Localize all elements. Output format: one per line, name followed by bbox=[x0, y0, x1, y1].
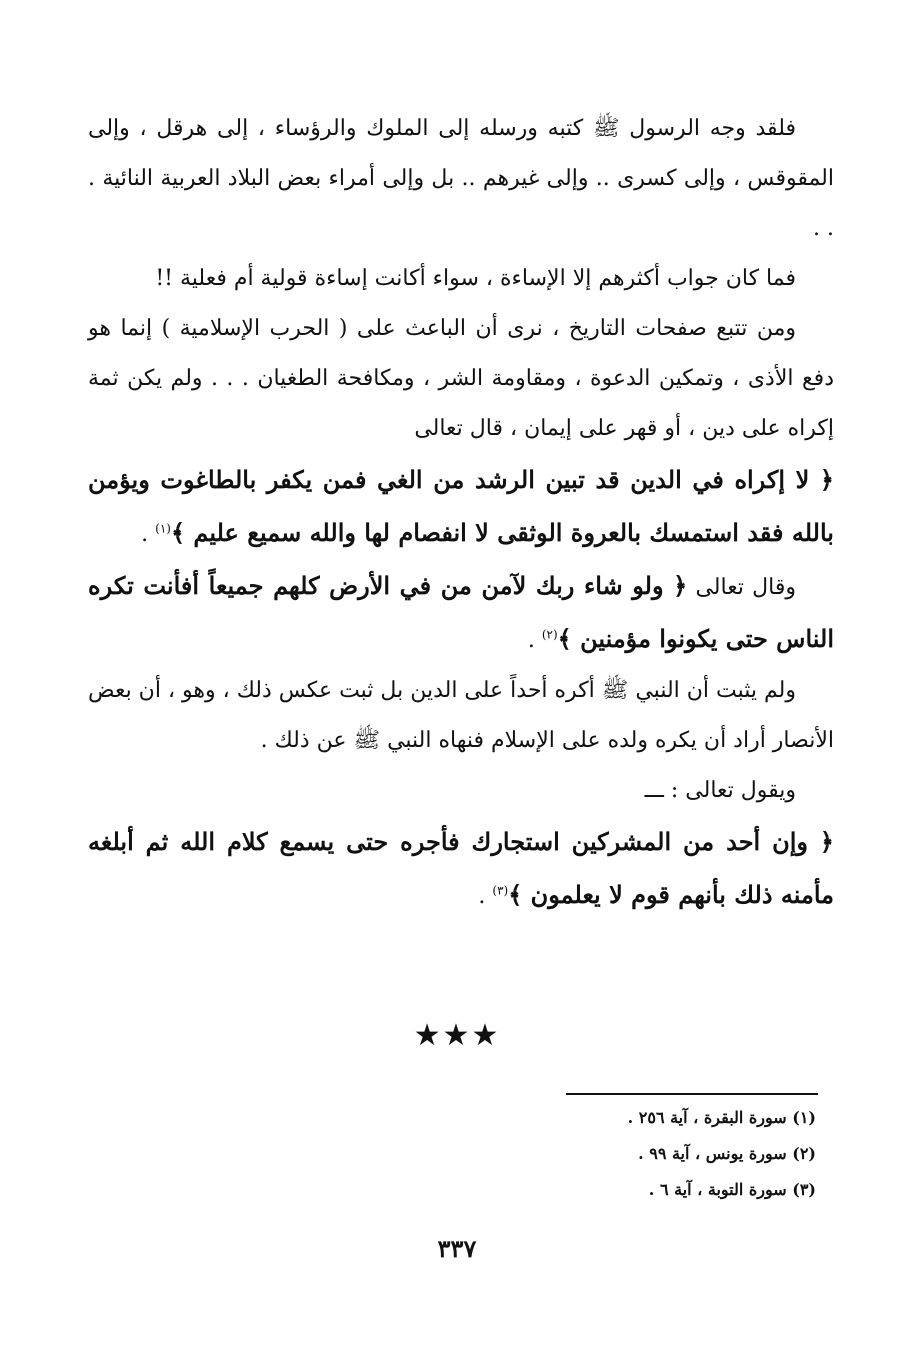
quran-verse-3: ﴿ وإن أحد من المشركين استجارك فأجره حتى يسمع كلام الله ثم أبلغه مأمنه ذلك بأنهم قوم لا يعلمون ﴾ bbox=[88, 827, 834, 909]
verse-end-3: . bbox=[478, 884, 493, 909]
footnote-ref-1: (١) bbox=[155, 521, 171, 536]
paragraph-prophet: ولم يثبت أن النبي ﷺ أكره أحداً على الدين بل ثبت عكس ذلك ، وهو ، أن بعض الأنصار أراد أن يكره ولده على الإسلام فنهاه النبي ﷺ عن ذلك . bbox=[88, 678, 834, 753]
verse-seek-protection bbox=[88, 816, 834, 922]
footnote-2: (٢) سورة يونس ، آية ٩٩ . bbox=[638, 1144, 816, 1163]
section-separator: ★★★ bbox=[413, 1018, 501, 1053]
main-text bbox=[88, 104, 834, 922]
page-number: ٣٣٧ bbox=[437, 1234, 477, 1263]
footnote-divider bbox=[566, 1093, 818, 1095]
quran-verse-1: ﴿ لا إكراه في الدين قد تبين الرشد من الغي فمن يكفر بالطاغوت ويؤمن بالله فقد استمسك بالعروة الوثقى لا انفصام لها والله سميع عليم ﴾ bbox=[88, 465, 834, 547]
verse-end-1: . bbox=[141, 522, 156, 547]
quran-verse-2: ﴿ ولو شاء ربك لآمن من في الأرض كلهم جميعاً أفأنت تكره الناس حتى يكونوا مؤمنين ﴾ bbox=[88, 571, 834, 653]
footnote-3: (٣) سورة التوبة ، آية ٦ . bbox=[648, 1180, 816, 1199]
verse-lead-2: وقال تعالى bbox=[687, 575, 796, 600]
paragraph-response: فما كان جواب أكثرهم إلا الإساءة ، سواء أكانت إساءة قولية أم فعلية !! bbox=[155, 266, 796, 291]
paragraph-history: ومن تتبع صفحات التاريخ ، نرى أن الباعث على ( الحرب الإسلامية ) إنما هو دفع الأذى ، وتمكين الدعوة ، ومقاومة الشر ، ومكافحة الطغيان . . . ولم يكن ثمة إكراه على دين ، أو قهر على إيمان ، قال تعالى bbox=[88, 316, 834, 441]
verse-if-lord-willed bbox=[88, 560, 834, 666]
footnote-ref-3: (٣) bbox=[492, 883, 509, 898]
footnotes bbox=[420, 1100, 816, 1208]
paragraph-letters: فلقد وجه الرسول ﷺ كتبه ورسله إلى الملوك والرؤساء ، إلى هرقل ، وإلى المقوقس ، وإلى كسرى .. وإلى غيرهم .. بل وإلى أمراء بعض البلاد العربية النائية . . . bbox=[88, 116, 834, 241]
footnote-1: (١) سورة البقرة ، آية ٢٥٦ . bbox=[627, 1108, 816, 1127]
footnote-ref-2: (٢) bbox=[541, 627, 558, 642]
paragraph-says: ويقول تعالى : ـــ bbox=[644, 778, 796, 803]
verse-no-compulsion bbox=[88, 454, 834, 560]
verse-end-2: . bbox=[527, 628, 542, 653]
